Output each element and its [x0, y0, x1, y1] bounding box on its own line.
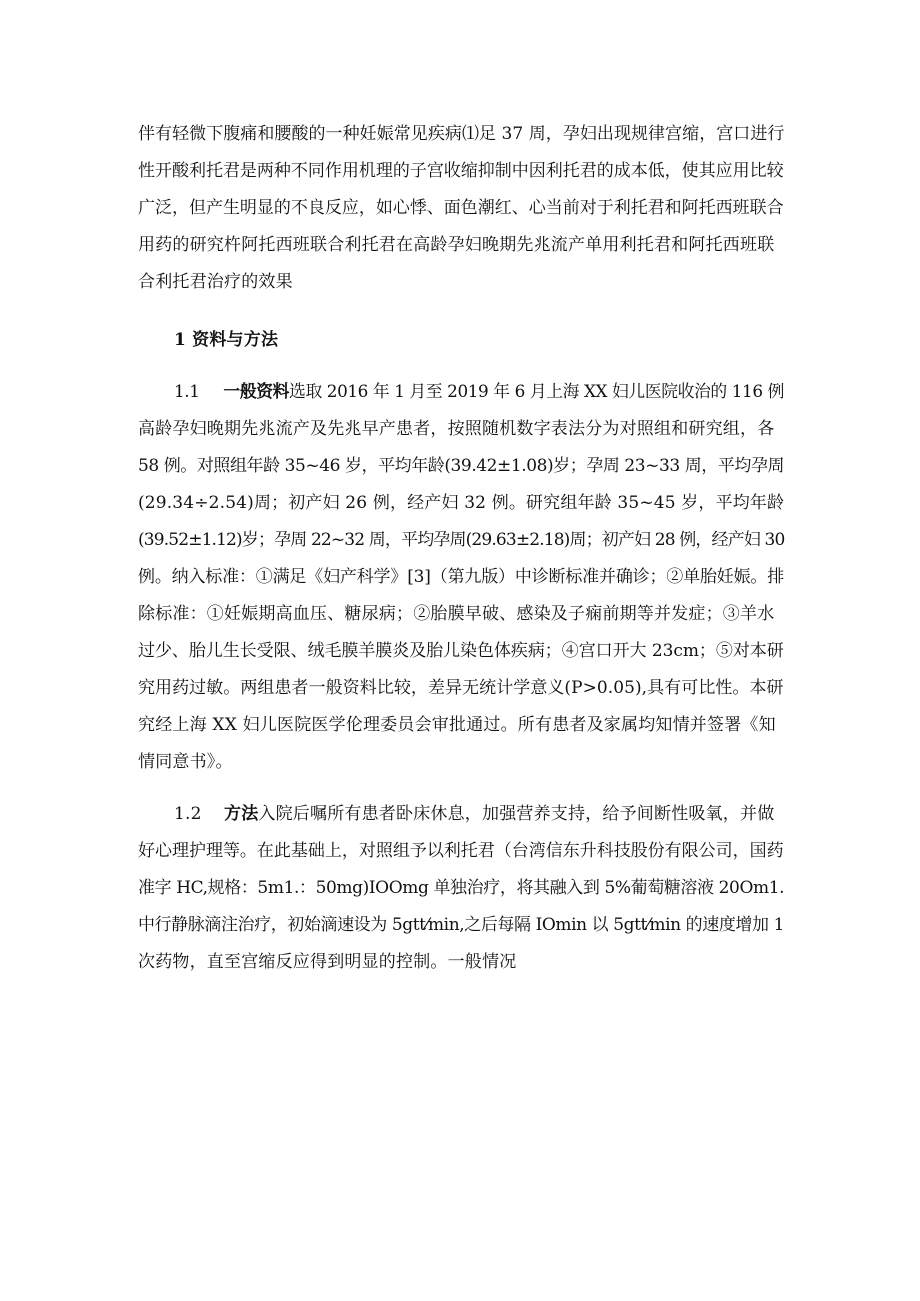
- subsection-title: 一般资料: [223, 382, 290, 402]
- body-line: 高龄孕妇晚期先兆流产及先兆早产患者，按照随机数字表法分为对照组和研究组，各: [138, 419, 775, 439]
- body-line: 除标准：①妊娠期高血压、糖尿病；②胎膜早破、感染及子痫前期等并发症；③羊水: [138, 604, 775, 624]
- intro-line-4: 用药的研究杵阿托西班联合利托君在高龄孕妇晚期先兆流产单用利托君和阿托西班联: [138, 235, 775, 255]
- subsection-text: 入院后嘱所有患者卧床休息，加强营养支持，给予间断性吸氧，并做: [258, 804, 775, 824]
- intro-line-1: 伴有轻微下腹痛和腰酸的一种妊娠常见疾病⑴足 37 周，孕妇出现规律宫缩，宫口进行: [138, 124, 785, 144]
- body-line: 究经上海 XX 妇儿医院医学伦理委员会审批通过。所有患者及家属均知情并签署《知: [138, 715, 776, 735]
- body-line: 过少、胎儿生长受限、绒毛膜羊膜炎及胎儿染色体疾病；④宫口开大 23cm；⑤对本研: [138, 641, 784, 661]
- subsection-number: 1.2: [174, 804, 202, 824]
- subsection-title: 方法: [224, 804, 259, 824]
- body-line: 中行静脉滴注治疗，初始滴速设为 5gtt⁄min,之后每隔 IOmin 以 5gtt⁄min 的速度增加 1: [138, 915, 785, 935]
- body-line: (29.34÷2.54)周；初产妇 26 例，经产妇 32 例。研究组年龄 35~45 岁，平均年龄: [138, 493, 785, 513]
- subsection-number: 1.1: [174, 382, 200, 402]
- section-heading: 1 资料与方法: [174, 330, 279, 350]
- body-line: 好心理护理等。在此基础上，对照组予以利托君（台湾信东升科技股份有限公司，国药: [138, 841, 784, 861]
- body-line: 准字 HC,规格：5m1.：50mg)IOOmg 单独治疗，将其融入到 5%葡萄糖溶液 20Om1.: [138, 878, 785, 898]
- intro-line-3: 广泛，但产生明显的不良反应，如心悸、面色潮红、心当前对于利托君和阿托西班联合: [138, 198, 784, 218]
- body-line: 究用药过敏。两组患者一般资料比较，差异无统计学意义(P>0.05),具有可比性。本研: [138, 678, 784, 698]
- body-line: 例。纳入标准：①满足《妇产科学》[3]（第九版）中诊断标准并确诊；②单胎妊娠。排: [138, 567, 785, 587]
- subsection-1-2-first-line: [174, 802, 774, 826]
- subsection-1-1-first-line: [174, 380, 784, 404]
- subsection-text: 选取 2016 年 1 月至 2019 年 6 月上海 XX 妇儿医院收治的 116 例: [289, 382, 784, 402]
- body-line: 次药物，直至宫缩反应得到明显的控制。一般情况: [138, 952, 517, 972]
- body-line: 58 例。对照组年龄 35~46 岁，平均年龄(39.42±1.08)岁；孕周 23~33 周，平均孕周: [138, 456, 785, 476]
- body-line: 情同意书》。: [138, 752, 233, 772]
- body-line: (39.52±1.12)岁；孕周 22~32 周，平均孕周(29.63±2.18)周；初产妇 28 例，经产妇 30: [138, 530, 785, 550]
- intro-line-5: 合利托君治疗的效果: [138, 272, 293, 292]
- intro-line-2: 性开酸利托君是两种不同作用机理的子宫收缩抑制中因利托君的成本低，使其应用比较: [138, 161, 784, 181]
